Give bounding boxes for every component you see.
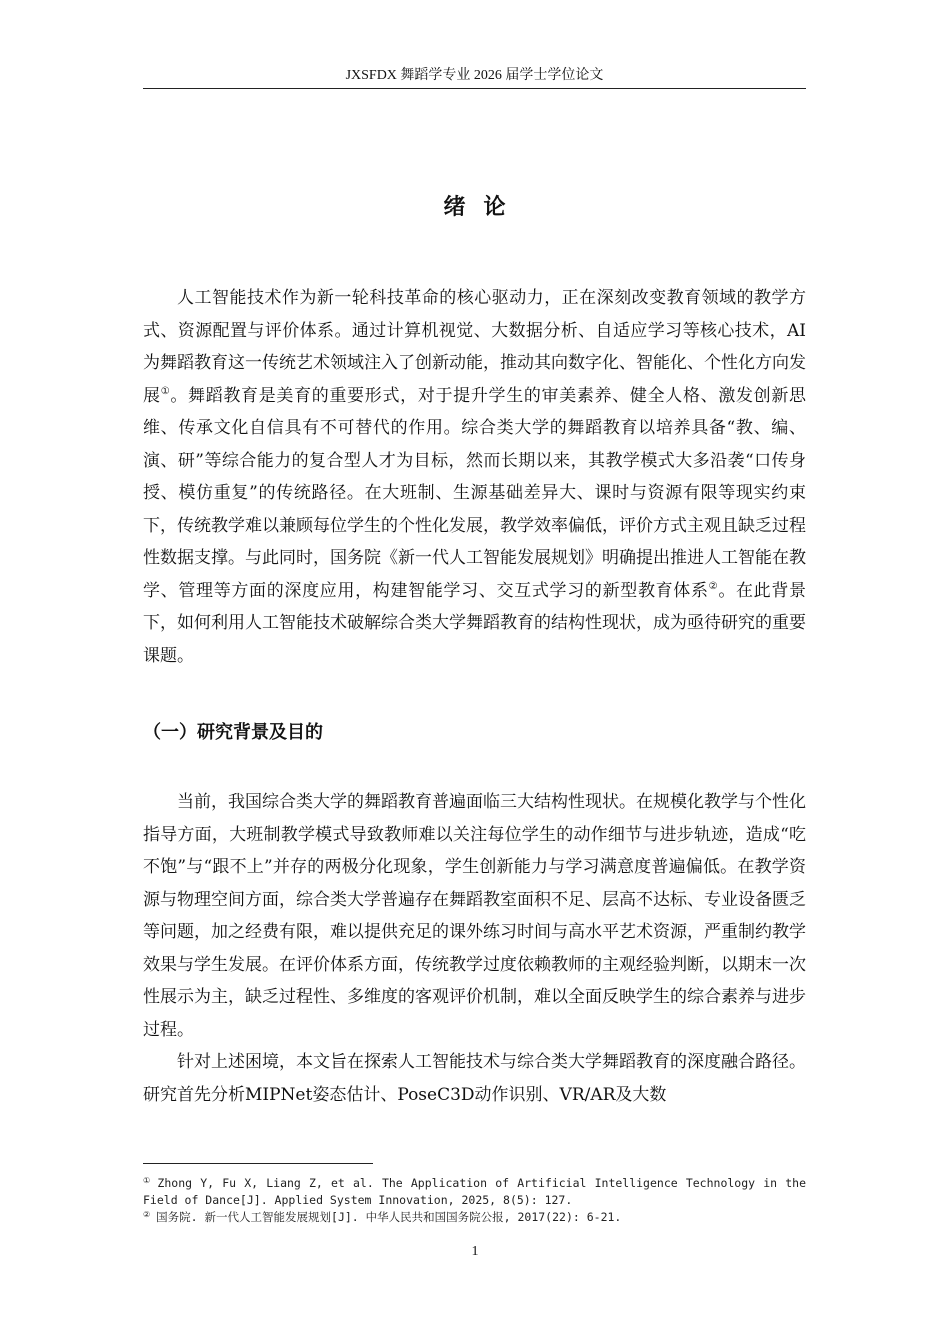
footnote-mark-2: ② [143, 1210, 151, 1219]
footnote-text-2: 国务院. 新一代人工智能发展规划[J]. 中华人民共和国国务院公报, 2017(22): 6-21. [156, 1210, 622, 1224]
intro-block [143, 282, 806, 672]
section-heading: （一）研究背景及目的 [143, 722, 323, 743]
footnote-1 [143, 1175, 806, 1209]
running-header: JXSFDX 舞蹈学专业 2026 届学士学位论文 [345, 68, 604, 83]
intro-text-c: 。在此背景下，如何利用人工智能技术破解综合类大学舞蹈教育的结构性现状，成为亟待研究的重要课题。 [143, 580, 807, 666]
intro-paragraph [143, 282, 806, 672]
footnotes [143, 1175, 806, 1226]
page-number: 1 [471, 1244, 479, 1259]
footnote-text-1: Zhong Y, Fu X, Liang Z, et al. The Application of Artificial Intelligence Technology in the Field of Dance[J]. Applied System Innovation, 2025, 8(5): 127. [143, 1176, 807, 1207]
footnote-2 [143, 1209, 806, 1226]
footnote-ref-1: ① [160, 385, 171, 397]
intro-text-a: 人工智能技术作为新一轮科技革命的核心驱动力，正在深刻改变教育领域的教学方式、资源配置与评价体系。通过计算机视觉、大数据分析、自适应学习等核心技术，AI为舞蹈教育这一传统艺术领域注入了创新动能，推动其向数字化、智能化、个性化方向发展 [143, 288, 806, 406]
body-paragraph-1: 当前，我国综合类大学的舞蹈教育普遍面临三大结构性现状。在规模化教学与个性化指导方面，大班制教学模式导致教师难以关注每位学生的动作细节与进步轨迹，造成“吃不饱”与“跟不上”并存的两极分化现象，学生创新能力与学习满意度普遍偏低。在教学资源与物理空间方面，综合类大学普遍存在舞蹈教室面积不足、层高不达标、专业设备匮乏等问题，加之经费有限，难以提供充足的课外练习时间与高水平艺术资源，严重制约教学效果与学生发展。在评价体系方面，传统教学过度依赖教师的主观经验判断，以期末一次性展示为主，缺乏过程性、多维度的客观评价机制，难以全面反映学生的综合素养与进步过程。 [143, 792, 806, 1040]
intro-text-b: 。舞蹈教育是美育的重要形式，对于提升学生的审美素养、健全人格、激发创新思维、传承文化自信具有不可替代的作用。综合类大学的舞蹈教育以培养具备“教、编、演、研”等综合能力的复合型人才为目标，然而长期以来，其教学模式大多沿袭“口传身授、模仿重复”的传统路径。在大班制、生源基础差异大、课时与资源有限等现实约束下，传统教学难以兼顾每位学生的个性化发展，教学效率偏低，评价方式主观且缺乏过程性数据支撑。与此同时，国务院《新一代人工智能发展规划》明确提出推进人工智能在教学、管理等方面的深度应用，构建智能学习、交互式学习的新型教育体系 [143, 385, 807, 601]
body-paragraph-2: 针对上述困境，本文旨在探索人工智能技术与综合类大学舞蹈教育的深度融合路径。研究首先分析MIPNet姿态估计、PoseC3D动作识别、VR/AR及大数 [143, 1052, 806, 1105]
section-body [143, 786, 806, 1111]
header-rule [143, 88, 806, 89]
chapter-title: 绪论 [443, 195, 524, 220]
footnote-mark-1: ① [143, 1176, 152, 1185]
footnote-separator [143, 1163, 373, 1164]
footnote-ref-2: ② [708, 580, 719, 592]
